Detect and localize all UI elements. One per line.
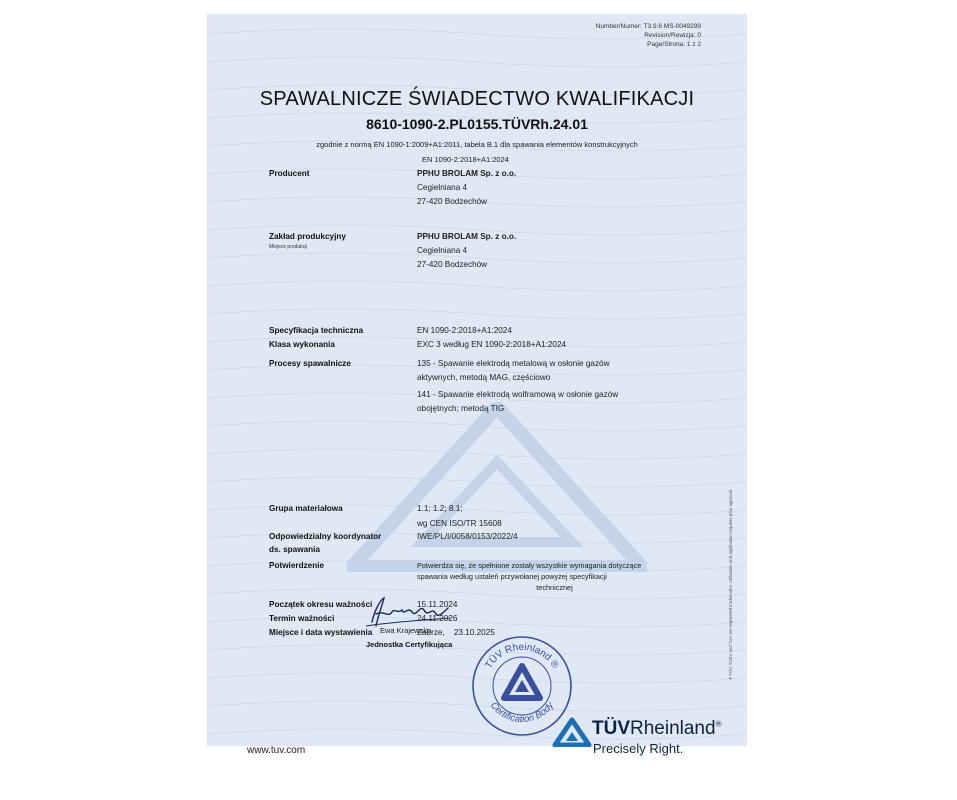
brand-name <box>592 718 721 740</box>
material-standard: wg CEN ISO/TR 15608 <box>417 519 502 528</box>
brand-registered-mark: ® <box>715 719 722 729</box>
document-revision: Revision/Rewizja: 0 <box>644 32 701 39</box>
validity-end-value: 24.11.2026 <box>417 614 458 623</box>
exec-class-value: EXC 3 według EN 1090-2:2018+A1:2024 <box>417 340 567 349</box>
coordinator-value: IWE/PL/I/0058/0153/2022/4 <box>417 532 518 541</box>
spec-value: EN 1090-2:2018+A1:2024 <box>417 326 512 335</box>
processes-label: Procesy spawalnicze <box>269 359 351 368</box>
process-135 <box>417 357 610 385</box>
producer-street: Cegielniana 4 <box>417 183 468 192</box>
validity-start-label: Początek okresu ważności <box>269 600 373 609</box>
document-page: Page/Strona: 1 z 2 <box>647 41 701 48</box>
signatory-role: Jednostka Certyfikująca <box>366 640 453 649</box>
process-135-line2: aktywnych, metodą MAG, częściowo <box>417 373 551 382</box>
trademark-side-text: ® TÜV, TÜEV and TUV are registered trademarks. Utilisation and application requires prior approval. <box>728 488 733 680</box>
producer-name: PPHU BROLAM Sp. z o.o. <box>417 169 517 178</box>
spec-label: Specyfikacja techniczna <box>269 326 364 335</box>
issue-label: Miejsce i data wystawienia <box>269 628 373 637</box>
coordinator-label-2: ds. spawania <box>269 545 320 554</box>
validity-start-value: 15.11.2024 <box>417 600 458 609</box>
watermark-triangle-logo <box>347 402 647 572</box>
stamp-bottom-text: Certification Body <box>487 700 557 726</box>
confirmation-line-2: spawania według ustaleń przywołanej powyżej specyfikacji <box>417 572 607 581</box>
plant-name: PPHU BROLAM Sp. z o.o. <box>417 232 517 241</box>
brand-name-rest: Rheinland <box>630 718 716 739</box>
process-141-line2: obojętnych; metodą TIG <box>417 404 505 413</box>
plant-block <box>417 230 516 272</box>
website-link[interactable]: www.tuv.com <box>247 745 306 756</box>
confirmation-label: Potwierdzenie <box>269 561 325 570</box>
material-label: Grupa materiałowa <box>269 504 343 513</box>
material-value: 1.1; 1.2; 8.1; <box>417 504 463 513</box>
norm-reference-2: EN 1090-2:2018+A1:2024 <box>422 155 509 164</box>
validity-end-label: Termin ważności <box>269 614 335 623</box>
confirmation-line-1: Potwierdza się, że spełnione zostały wszystkie wymagania dotyczące <box>417 561 642 570</box>
norm-reference: zgodnie z normą EN 1090-1:2009+A1:2011, tabela B.1 dla spawania elementów konstrukcyjnych <box>316 140 638 149</box>
signatory-name: Ewa Krajewska <box>380 626 432 635</box>
issue-value: Zabrze, 23.10.2025 <box>417 628 495 637</box>
certificate-number: 8610-1090-2.PL0155.TÜVRh.24.01 <box>366 116 588 132</box>
producer-city: 27-420 Bodzechów <box>417 197 488 206</box>
trademark-side-note <box>725 382 735 682</box>
producer-label: Producent <box>269 169 310 178</box>
svg-text:Certification Body <box>488 699 557 725</box>
brand-slogan: Precisely Right. <box>593 741 684 756</box>
plant-label: Zakład produkcyjny <box>269 232 346 241</box>
process-141-line1: 141 - Spawanie elektrodą wolframową w osłonie gazów <box>417 390 619 399</box>
confirmation-line-3: technicznej <box>536 583 573 592</box>
plant-street: Cegielniana 4 <box>417 246 468 255</box>
producer-block <box>417 167 516 209</box>
document-meta <box>596 22 701 49</box>
certificate-title: SPAWALNICZE ŚWIADECTWO KWALIFIKACJI <box>259 88 695 110</box>
coordinator-label-1: Odpowiedzialny koordynator <box>269 532 382 541</box>
confirmation-text <box>417 560 692 593</box>
process-135-line1: 135 - Spawanie elektrodą metalową w osłonie gazów <box>417 359 610 368</box>
document-number: Number/Numer: T3.9.6 MS-0049299 <box>595 23 701 30</box>
stamp-top-text: TÜV Rheinland ® <box>483 641 561 671</box>
process-141 <box>417 388 618 416</box>
tuv-triangle-logo <box>552 717 592 747</box>
stamp-triangle-icon <box>504 666 540 698</box>
plant-city: 27-420 Bodzechów <box>417 260 488 269</box>
exec-class-label: Klasa wykonania <box>269 340 335 349</box>
plant-sublabel: Miejsce produkcji <box>269 244 308 250</box>
brand-name-bold: TÜV <box>592 718 630 739</box>
